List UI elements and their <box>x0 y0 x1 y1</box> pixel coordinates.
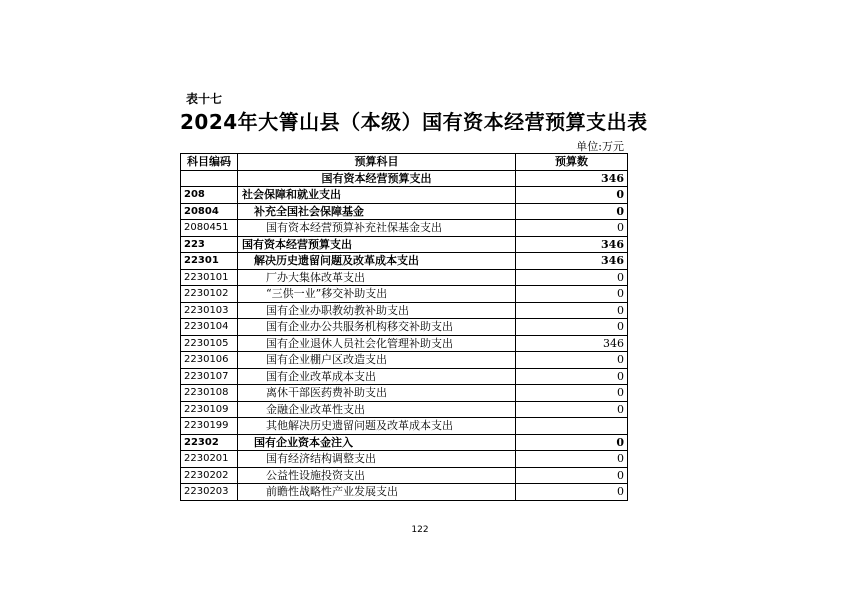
subject-name-cell: 厂办大集体改革支出 <box>238 269 516 286</box>
table-row <box>181 352 628 369</box>
subject-code-cell: 2230101 <box>181 269 238 286</box>
table-row <box>181 236 628 253</box>
page-number: 122 <box>411 525 429 535</box>
subject-code-cell: 2230201 <box>181 451 238 468</box>
subject-name-cell: 社会保障和就业支出 <box>238 187 516 204</box>
subject-code-cell: 22301 <box>181 253 238 270</box>
total-code-cell <box>181 170 238 187</box>
total-name-cell: 国有资本经营预算支出 <box>238 170 516 187</box>
table-row <box>181 467 628 484</box>
subject-code-cell: 223 <box>181 236 238 253</box>
subject-name-cell: 国有企业资本金注入 <box>238 434 516 451</box>
amount-cell: 0 <box>516 368 628 385</box>
subject-code-cell: 2230102 <box>181 286 238 303</box>
subject-code-cell: 20804 <box>181 203 238 220</box>
table-row <box>181 319 628 336</box>
page-title: 2024年大箐山县（本级）国有资本经营预算支出表 <box>180 110 648 134</box>
header-amount: 预算数 <box>516 154 628 171</box>
table-row <box>181 368 628 385</box>
subject-name-cell: 国有企业棚户区改造支出 <box>238 352 516 369</box>
table-row <box>181 187 628 204</box>
subject-name-cell: 解决历史遗留问题及改革成本支出 <box>238 253 516 270</box>
table-row <box>181 335 628 352</box>
subject-code-cell: 2230108 <box>181 385 238 402</box>
amount-cell: 0 <box>516 385 628 402</box>
subject-name-cell: 补充全国社会保障基金 <box>238 203 516 220</box>
subject-code-cell: 2230103 <box>181 302 238 319</box>
subject-code-cell: 2230199 <box>181 418 238 435</box>
subject-name-cell: 金融企业改革性支出 <box>238 401 516 418</box>
subject-name-cell: 国有企业改革成本支出 <box>238 368 516 385</box>
header-subject: 预算科目 <box>238 154 516 171</box>
table-row <box>181 220 628 237</box>
table-row <box>181 286 628 303</box>
subject-code-cell: 2230105 <box>181 335 238 352</box>
amount-cell: 0 <box>516 203 628 220</box>
table-row <box>181 418 628 435</box>
table-body <box>181 170 628 500</box>
table-row <box>181 434 628 451</box>
subject-code-cell: 22302 <box>181 434 238 451</box>
amount-cell: 0 <box>516 451 628 468</box>
subject-name-cell: 国有企业办公共服务机构移交补助支出 <box>238 319 516 336</box>
subject-name-cell: 国有资本经营预算补充社保基金支出 <box>238 220 516 237</box>
subject-code-cell: 2080451 <box>181 220 238 237</box>
subject-code-cell: 2230203 <box>181 484 238 501</box>
subject-code-cell: 2230104 <box>181 319 238 336</box>
amount-cell: 0 <box>516 286 628 303</box>
table-number: 表十七 <box>186 92 223 106</box>
amount-cell: 0 <box>516 467 628 484</box>
amount-cell: 0 <box>516 401 628 418</box>
total-amount-cell: 346 <box>516 170 628 187</box>
subject-name-cell: 其他解决历史遗留问题及改革成本支出 <box>238 418 516 435</box>
subject-code-cell: 2230109 <box>181 401 238 418</box>
subject-code-cell: 2230202 <box>181 467 238 484</box>
total-row <box>181 170 628 187</box>
subject-name-cell: 公益性设施投资支出 <box>238 467 516 484</box>
amount-cell: 0 <box>516 220 628 237</box>
table-row <box>181 269 628 286</box>
amount-cell: 0 <box>516 319 628 336</box>
subject-name-cell: 国有经济结构调整支出 <box>238 451 516 468</box>
table-row <box>181 302 628 319</box>
table-row <box>181 203 628 220</box>
subject-code-cell: 208 <box>181 187 238 204</box>
amount-cell: 346 <box>516 335 628 352</box>
subject-code-cell: 2230106 <box>181 352 238 369</box>
amount-cell <box>516 418 628 435</box>
amount-cell: 346 <box>516 236 628 253</box>
subject-name-cell: 国有企业退休人员社会化管理补助支出 <box>238 335 516 352</box>
amount-cell: 0 <box>516 187 628 204</box>
table-row <box>181 253 628 270</box>
subject-name-cell: “三供一业”移交补助支出 <box>238 286 516 303</box>
amount-cell: 346 <box>516 253 628 270</box>
subject-code-cell: 2230107 <box>181 368 238 385</box>
subject-name-cell: 离休干部医药费补助支出 <box>238 385 516 402</box>
amount-cell: 0 <box>516 484 628 501</box>
amount-cell: 0 <box>516 352 628 369</box>
subject-name-cell: 前瞻性战略性产业发展支出 <box>238 484 516 501</box>
unit-label: 单位:万元 <box>576 140 624 153</box>
table-header-row <box>181 154 628 171</box>
table-row <box>181 484 628 501</box>
subject-name-cell: 国有资本经营预算支出 <box>238 236 516 253</box>
header-code: 科目编码 <box>181 154 238 171</box>
amount-cell: 0 <box>516 434 628 451</box>
table-row <box>181 401 628 418</box>
table-row <box>181 385 628 402</box>
budget-table <box>180 153 628 501</box>
amount-cell: 0 <box>516 269 628 286</box>
table-row <box>181 451 628 468</box>
amount-cell: 0 <box>516 302 628 319</box>
subject-name-cell: 国有企业办职教幼教补助支出 <box>238 302 516 319</box>
